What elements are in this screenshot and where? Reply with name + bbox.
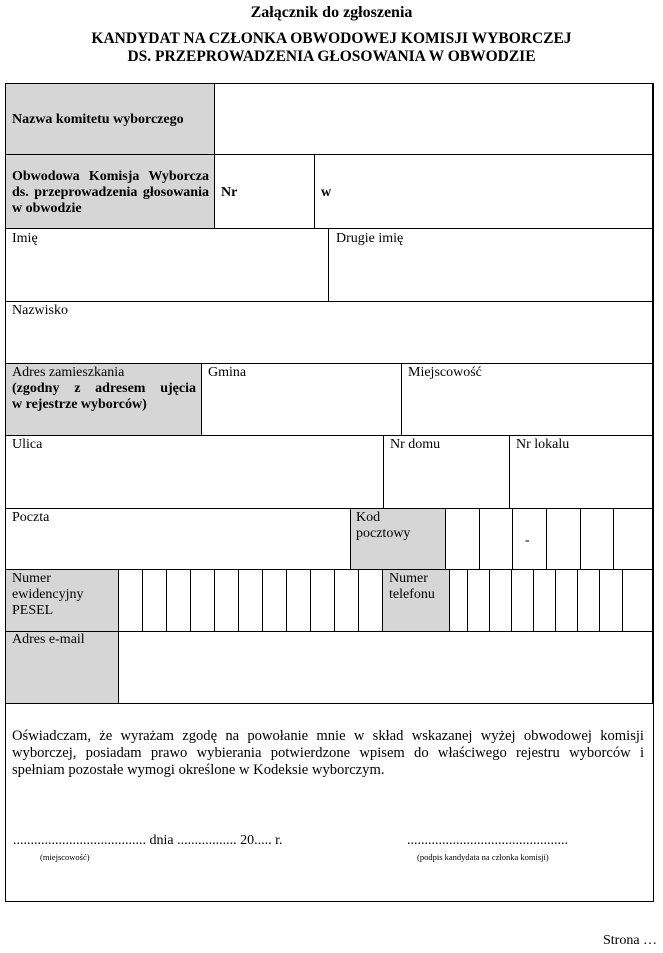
phone-digit[interactable]	[622, 569, 653, 632]
pesel-digit[interactable]	[190, 569, 215, 632]
address-label-line-2: (zgodny z adresem ujęcia	[12, 381, 196, 396]
postal-code-label-line-1: Kod	[356, 510, 381, 525]
postal-code-digit[interactable]	[546, 508, 581, 570]
email-label: Adres e-mail	[12, 632, 85, 647]
form-title-line-2: DS. PRZEPROWADZENIA GŁOSOWANIA W OBWODZIE	[127, 48, 536, 65]
commission-label-line-3: w obwodzie	[12, 201, 82, 216]
locality-label: Miejscowość	[408, 365, 482, 380]
postal-code-digit[interactable]	[613, 508, 653, 570]
postal-code-label-line-2: pocztowy	[356, 526, 411, 541]
pesel-digit[interactable]	[286, 569, 311, 632]
second-name-label: Drugie imię	[336, 231, 404, 246]
w-label: w	[321, 185, 332, 200]
postal-code-digit[interactable]	[580, 508, 614, 570]
street-field[interactable]	[5, 435, 384, 509]
post-office-label: Poczta	[12, 510, 50, 525]
phone-digit[interactable]	[577, 569, 600, 632]
address-label-line-1: Adres zamieszkania	[12, 365, 125, 380]
phone-digit[interactable]	[511, 569, 534, 632]
phone-digit[interactable]	[599, 569, 623, 632]
form-title-line-1: KANDYDAT NA CZŁONKA OBWODOWEJ KOMISJI WYBORCZEJ	[91, 30, 572, 47]
phone-digit[interactable]	[467, 569, 490, 632]
pesel-digit[interactable]	[238, 569, 263, 632]
phone-digit[interactable]	[489, 569, 512, 632]
pesel-label-line-3: PESEL	[12, 603, 54, 618]
first-name-label: Imię	[12, 231, 38, 246]
pesel-label-line-2: ewidencyjny	[12, 587, 84, 602]
pesel-digit[interactable]	[310, 569, 335, 632]
first-name-field[interactable]	[5, 228, 329, 302]
pesel-digit[interactable]	[358, 569, 383, 632]
signature-line[interactable]: ..............................................	[407, 833, 568, 848]
place-caption: (miejscowość)	[40, 852, 90, 862]
consent-statement: Oświadczam, że wyrażam zgodę na powołanie mnie w skład wskazanej wyżej obwodowej komisji wyborczej, posiadam prawo wybierania potwierdzone wpisem do właściwego rejestru wyborców i spełniam pozostałe wymogi określone w Kodeksie wyborczym.	[12, 728, 644, 778]
phone-label-line-2: telefonu	[389, 587, 435, 602]
email-field[interactable]	[118, 631, 653, 704]
address-label-line-3: w rejestrze wyborców)	[12, 397, 147, 412]
postal-code-digit[interactable]	[445, 508, 480, 570]
attachment-title: Załącznik do zgłoszenia	[250, 4, 413, 21]
committee-name-field[interactable]	[214, 83, 653, 155]
postal-code-dash: -	[525, 533, 530, 548]
surname-label: Nazwisko	[12, 303, 68, 318]
phone-label-line-1: Numer	[389, 571, 428, 586]
place-date-line[interactable]: ...................................... dnia ................. 20..... r.	[13, 833, 283, 848]
pesel-digit[interactable]	[142, 569, 167, 632]
pesel-digit[interactable]	[166, 569, 191, 632]
pesel-digit[interactable]	[262, 569, 287, 632]
phone-digit[interactable]	[555, 569, 578, 632]
house-number-label: Nr domu	[390, 437, 441, 452]
pesel-digit[interactable]	[214, 569, 239, 632]
pesel-label-line-1: Numer	[12, 571, 51, 586]
post-office-field[interactable]	[5, 508, 351, 570]
postal-code-digit[interactable]	[479, 508, 513, 570]
phone-digit[interactable]	[533, 569, 556, 632]
gmina-label: Gmina	[208, 365, 247, 380]
surname-field[interactable]	[5, 301, 653, 364]
commission-label-line-2: ds. przeprowadzenia głosowania	[12, 185, 209, 200]
pesel-digit[interactable]	[118, 569, 143, 632]
pesel-digit[interactable]	[334, 569, 359, 632]
signature-caption: (podpis kandydata na członka komisji)	[417, 852, 549, 862]
nr-label: Nr	[221, 185, 238, 200]
commission-label-line-1: Obwodowa Komisja Wyborcza	[12, 169, 209, 184]
commission-location-field[interactable]	[314, 154, 653, 229]
phone-digit[interactable]	[449, 569, 468, 632]
page-number: Strona …	[603, 933, 658, 948]
flat-number-label: Nr lokalu	[516, 437, 570, 452]
street-label: Ulica	[12, 437, 43, 452]
committee-label: Nazwa komitetu wyborczego	[12, 112, 184, 127]
